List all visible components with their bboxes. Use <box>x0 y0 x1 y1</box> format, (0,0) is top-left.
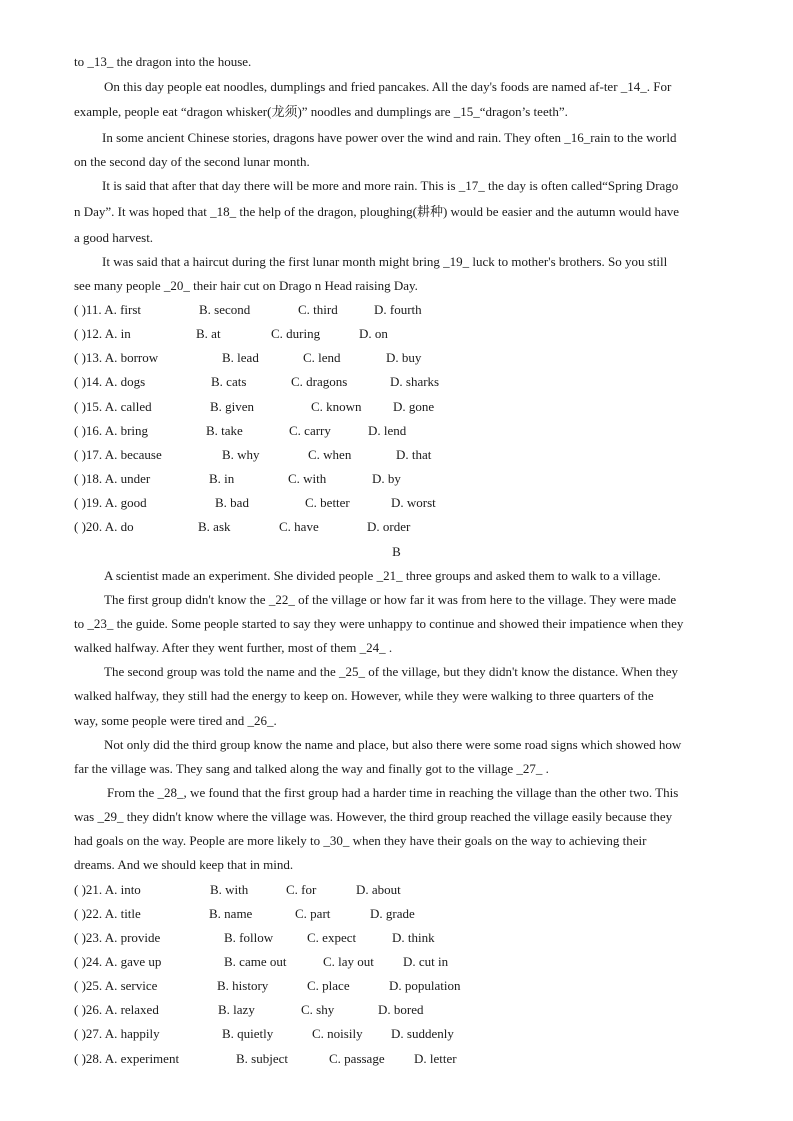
question-option-a: ( )21. A. into <box>74 882 141 897</box>
question-option-d: D. order <box>367 519 411 534</box>
passage-a-line: on the second day of the second lunar month. <box>74 154 310 169</box>
question-option-c: C. when <box>308 447 352 462</box>
question-option-d: D. about <box>356 882 401 897</box>
passage-b-line: The second group was told the name and the _25_ of the village, but they didn't know the distance. When they <box>104 664 678 679</box>
question-option-a: ( )14. A. dogs <box>74 374 146 389</box>
question-option-c: C. third <box>298 302 338 317</box>
question-option-d: D. buy <box>386 350 422 365</box>
passage-a-line: In some ancient Chinese stories, dragons have power over the wind and rain. They often _16_rain to the world <box>102 130 677 145</box>
question-option-d: D. sharks <box>390 374 440 389</box>
question-option-b: B. history <box>217 978 269 993</box>
question-option-a: ( )16. A. bring <box>74 423 149 438</box>
passage-b-line: From the _28_, we found that the first group had a harder time in reaching the village than the other two. This <box>107 785 679 800</box>
question-option-c: C. better <box>305 495 350 510</box>
question-option-c: C. have <box>279 519 319 534</box>
passage-b-line: Not only did the third group know the name and place, but also there were some road signs which showed how <box>104 737 682 752</box>
passage-b-line: to _23_ the guide. Some people started to say they were unhappy to continue and showed their impatience when they <box>74 616 684 631</box>
question-option-d: D. lend <box>368 423 407 438</box>
passage-a-line: n Day”. It was hoped that _18_ the help of the dragon, ploughing(耕种) would be easier and the autumn would have <box>74 204 680 219</box>
question-option-b: B. why <box>222 447 260 462</box>
question-option-b: B. lead <box>222 350 259 365</box>
question-option-b: B. given <box>210 399 255 414</box>
question-option-c: C. place <box>307 978 350 993</box>
question-option-a: ( )15. A. called <box>74 399 152 414</box>
passage-b-line: way, some people were tired and _26_. <box>74 713 277 728</box>
question-option-d: D. bored <box>378 1002 424 1017</box>
question-option-c: C. part <box>295 906 331 921</box>
question-option-a: ( )23. A. provide <box>74 930 161 945</box>
passage-a-line: It was said that a haircut during the first lunar month might bring _19_ luck to mother's brothers. So you still <box>102 254 668 269</box>
passage-a-line: see many people _20_ their hair cut on Drago n Head raising Day. <box>74 278 418 293</box>
passage-a-line: to _13_ the dragon into the house. <box>74 54 252 69</box>
question-option-d: D. suddenly <box>391 1026 454 1041</box>
passage-b-line: A scientist made an experiment. She divided people _21_ three groups and asked them to walk to a village. <box>104 568 661 583</box>
question-option-a: ( )12. A. in <box>74 326 131 341</box>
question-option-d: D. gone <box>393 399 435 414</box>
question-option-b: B. in <box>209 471 235 486</box>
passage-b-line: dreams. And we should keep that in mind. <box>74 857 294 872</box>
passage-b-line: walked halfway, they still had the energy to keep on. However, while they were walking to three quarters of the <box>74 688 654 703</box>
question-option-c: C. noisily <box>312 1026 363 1041</box>
question-option-b: B. ask <box>198 519 231 534</box>
question-option-b: B. quietly <box>222 1026 274 1041</box>
passage-a-line: It is said that after that day there will be more and more rain. This is _17_ the day is often called“Spring Drago <box>102 178 679 193</box>
question-option-b: B. lazy <box>218 1002 255 1017</box>
question-option-c: C. shy <box>301 1002 335 1017</box>
question-option-d: D. letter <box>414 1051 457 1066</box>
question-option-a: ( )17. A. because <box>74 447 162 462</box>
question-option-c: C. passage <box>329 1051 385 1066</box>
question-option-c: C. lay out <box>323 954 374 969</box>
passage-b-line: far the village was. They sang and talked along the way and finally got to the village _27_ . <box>74 761 549 776</box>
question-option-b: B. second <box>199 302 251 317</box>
question-option-d: D. on <box>359 326 388 341</box>
question-option-c: C. dragons <box>291 374 348 389</box>
question-option-c: C. lend <box>303 350 341 365</box>
question-option-d: D. population <box>389 978 461 993</box>
question-option-b: B. with <box>210 882 249 897</box>
question-option-d: D. that <box>396 447 432 462</box>
question-option-c: C. carry <box>289 423 331 438</box>
section-heading: B <box>392 544 401 559</box>
question-option-a: ( )20. A. do <box>74 519 134 534</box>
question-option-d: D. cut in <box>403 954 449 969</box>
question-option-a: ( )24. A. gave up <box>74 954 162 969</box>
question-option-c: C. expect <box>307 930 357 945</box>
passage-b-line: was _29_ they didn't know where the village was. However, the third group reached the village easily because they <box>74 809 673 824</box>
question-option-d: D. worst <box>391 495 436 510</box>
question-option-c: C. with <box>288 471 327 486</box>
question-option-b: B. name <box>209 906 253 921</box>
question-option-a: ( )18. A. under <box>74 471 151 486</box>
question-option-b: B. bad <box>215 495 249 510</box>
question-option-d: D. fourth <box>374 302 422 317</box>
passage-b-line: had goals on the way. People are more likely to _30_ when they have their goals on the way to achieving their <box>74 833 647 848</box>
question-option-c: C. during <box>271 326 321 341</box>
passage-a-line: example, people eat “dragon whisker(龙须)” noodles and dumplings are _15_“dragon’s teeth”. <box>74 104 568 119</box>
question-option-d: D. think <box>392 930 435 945</box>
question-option-a: ( )28. A. experiment <box>74 1051 180 1066</box>
question-option-d: D. grade <box>370 906 415 921</box>
question-option-a: ( )19. A. good <box>74 495 147 510</box>
question-option-a: ( )25. A. service <box>74 978 158 993</box>
question-option-c: C. known <box>311 399 362 414</box>
question-option-a: ( )26. A. relaxed <box>74 1002 159 1017</box>
question-option-b: B. came out <box>224 954 287 969</box>
passage-b-line: The first group didn't know the _22_ of the village or how far it was from here to the village. They were made <box>104 592 677 607</box>
passage-a-line: a good harvest. <box>74 230 154 245</box>
question-option-b: B. cats <box>211 374 247 389</box>
question-option-a: ( )13. A. borrow <box>74 350 159 365</box>
question-option-d: D. by <box>372 471 401 486</box>
question-option-b: B. follow <box>224 930 274 945</box>
question-option-a: ( )11. A. first <box>74 302 142 317</box>
question-option-b: B. at <box>196 326 221 341</box>
passage-a-line: On this day people eat noodles, dumplings and fried pancakes. All the day's foods are named af-ter _14_. For <box>104 79 672 94</box>
question-option-a: ( )27. A. happily <box>74 1026 160 1041</box>
question-option-a: ( )22. A. title <box>74 906 141 921</box>
passage-b-line: walked halfway. After they went further, most of them _24_ . <box>74 640 393 655</box>
question-option-c: C. for <box>286 882 317 897</box>
question-option-b: B. subject <box>236 1051 288 1066</box>
question-option-b: B. take <box>206 423 243 438</box>
